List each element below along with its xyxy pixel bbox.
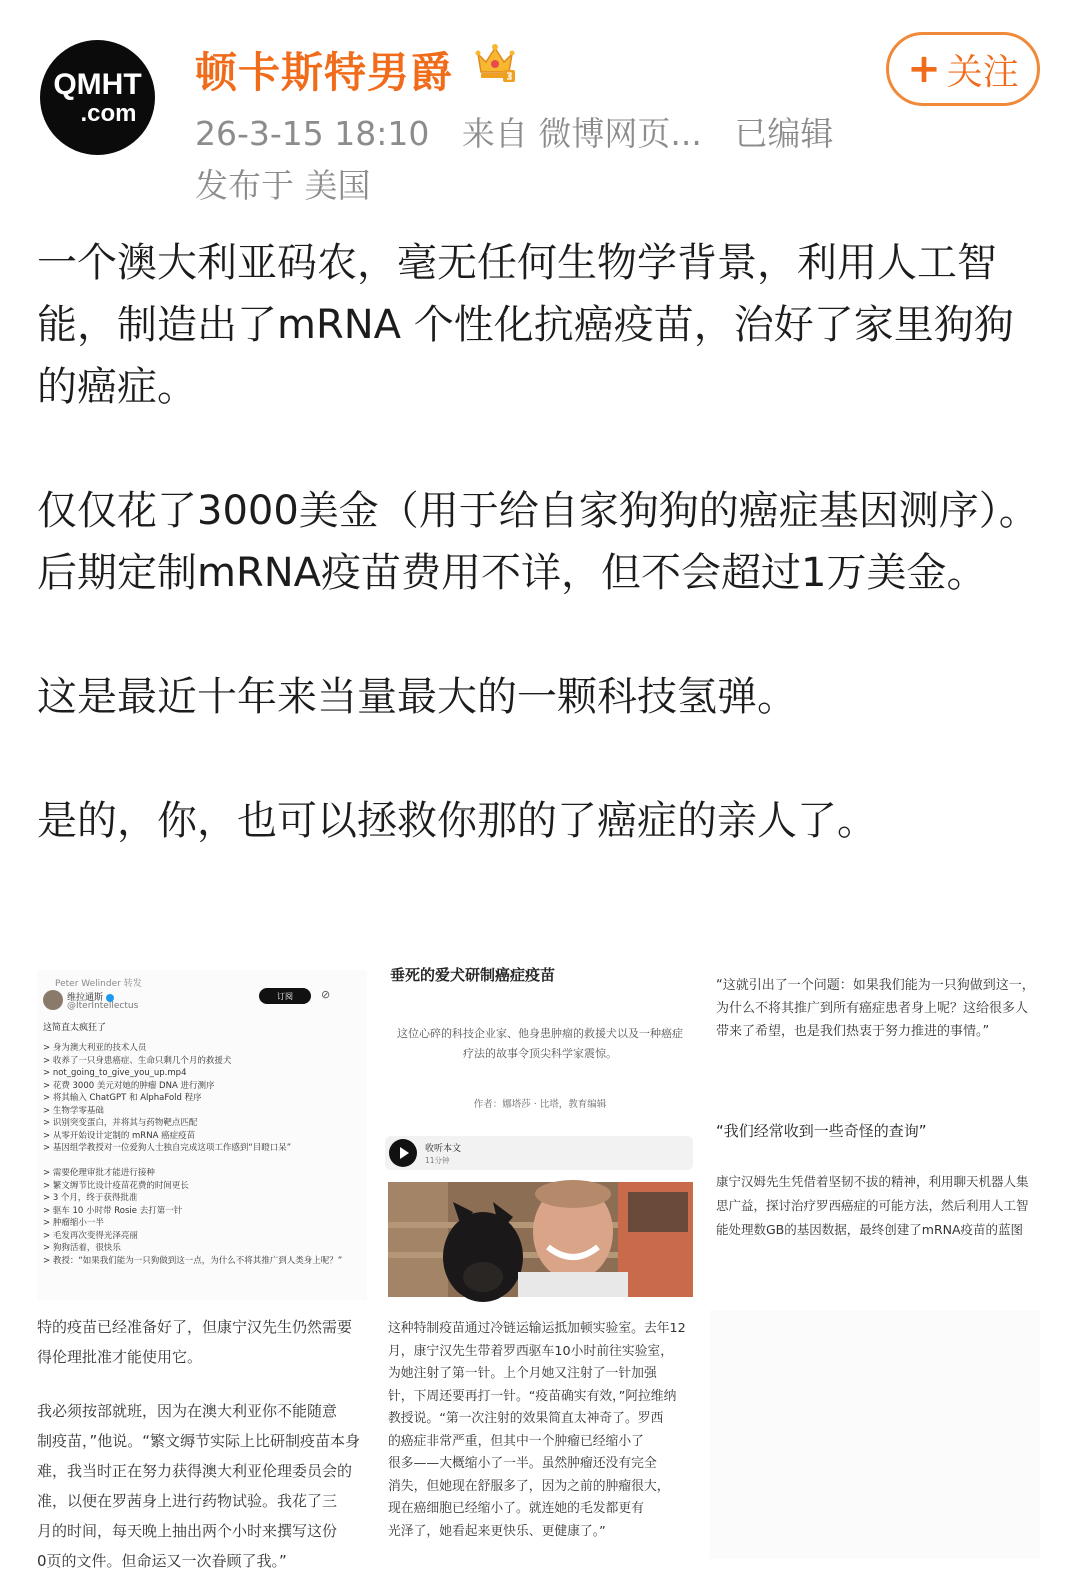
text-line: 制疫苗，”他说。“繁文缛节实际上比研制疫苗本身	[37, 1432, 361, 1450]
tweet-line: > 教授：“如果我们能为一只狗做到这一点，为什么不将其推广到人类身上呢？”	[43, 1255, 343, 1266]
quote-body: 康宁汉姆先生凭借着坚韧不拔的精神，利用聊天机器人集思广益，探讨治疗罗西癌症的可能方法，然后利用人工智能处理数GB的基因数据，最终创建了mRNA疫苗的蓝图	[716, 1174, 1029, 1237]
tweet-line: > not_going_to_give_you_up.mp4	[43, 1068, 187, 1078]
tweet-line: > 繁文缛节比设计疫苗花费的时间更长	[43, 1180, 189, 1191]
avatar-text-top: QMHT	[53, 67, 142, 101]
image-text-right[interactable]	[710, 1310, 1040, 1559]
listen-bar	[385, 1136, 693, 1170]
post-meta	[195, 108, 855, 155]
post-header	[0, 0, 1080, 215]
text-line: 光泽了，她看起来更快乐、更健康了。”	[388, 1523, 606, 1539]
tweet-line: > 识别突变蛋白，并将其与药物靶点匹配	[43, 1118, 198, 1128]
article-title: 垂死的爱犬研制癌症疫苗	[390, 966, 556, 984]
tweet-author: 维拉通斯	[67, 990, 114, 1003]
tweet-line: > 肿瘤缩小一半	[43, 1218, 104, 1228]
crown-icon	[472, 40, 518, 86]
image-tweet-screenshot[interactable]	[37, 970, 367, 1300]
plus-icon: +	[907, 46, 941, 92]
listen-duration: 11分钟	[425, 1156, 450, 1165]
follow-label: 关注	[946, 51, 1019, 93]
body-paragraph: 这是最近十年来当量最大的一颗科技氢弹。	[37, 674, 797, 720]
tweet-line: > 3 个月，终于获得批准	[43, 1193, 138, 1203]
post-location: 发布于 美国	[195, 166, 371, 205]
play-icon	[389, 1139, 417, 1167]
tweet-line: > 驱车 10 小时带 Rosie 去打第一针	[43, 1205, 183, 1216]
post-source[interactable]: 来自 微博网页...	[461, 114, 702, 153]
text-line: 难，我当时正在努力获得澳大利亚伦理委员会的	[37, 1462, 353, 1480]
quote-heading: “我们经常收到一些奇怪的查询”	[716, 1122, 927, 1140]
listen-label: 收听本文	[425, 1144, 462, 1154]
image-text-left[interactable]	[37, 1310, 367, 1570]
article-author: 作者：娜塔莎 · 比塔，教育编辑	[473, 1099, 607, 1110]
image-quote[interactable]	[710, 970, 1040, 1300]
tweet-line: > 花费 3000 美元对她的肿瘤 DNA 进行测序	[43, 1080, 215, 1091]
tweet-line: > 基因组学教授对一位爱狗人士独自完成这项工作感到“目瞪口呆”	[43, 1143, 292, 1153]
tweet-headline: 这简直太疯狂了	[43, 1023, 107, 1033]
tweet-line: > 从零开始设计定制的 mRNA 癌症疫苗	[43, 1130, 196, 1141]
body-paragraph: 后期定制mRNA疫苗费用不详，但不会超过1万美金。	[37, 550, 987, 596]
tweet-line: > 将其输入 ChatGPT 和 AlphaFold 程序	[43, 1093, 202, 1103]
text-line: 月，康宁汉先生带着罗西驱车10小时前往实验室，	[388, 1343, 674, 1359]
post-body	[37, 232, 1047, 852]
avatar-text-bottom: .com	[80, 99, 137, 127]
tweet-line: > 生物学零基础	[43, 1105, 104, 1116]
quote-text: “这就引出了一个问题：如果我们能为一只狗做到这一，为什么不将其推广到所有癌症患者身上呢？这给很多人带来了希望，也是我们热衷于努力推进的事情。”	[716, 978, 1035, 1039]
edited-label[interactable]: 已编辑	[734, 114, 834, 153]
text-line: 我必须按部就班，因为在澳大利亚你不能随意	[37, 1402, 338, 1420]
tweet-line: > 收养了一只身患癌症、生命只剩几个月的救援犬	[43, 1055, 232, 1066]
tweet-line: > 需要伦理审批才能进行接种	[43, 1168, 155, 1178]
text-line: 准，以便在罗茜身上进行药物试验。我花了三	[37, 1492, 338, 1510]
text-line: 的癌症非常严重，但其中一个肿瘤已经缩小了	[388, 1433, 644, 1449]
tweet-line: > 身为澳大利亚的技术人员	[43, 1043, 147, 1053]
tweet-avatar	[43, 990, 63, 1010]
follow-button[interactable]	[886, 32, 1040, 106]
dog-and-man-photo	[388, 1182, 693, 1297]
article-subtitle: 这位心碎的科技企业家、他身患肿瘤的救援犬以及一种癌症疗法的故事令顶尖科学家震惊。	[397, 1027, 683, 1060]
avatar[interactable]	[40, 40, 155, 155]
text-block-mid	[388, 1318, 693, 1543]
tweet-subscribe: 订阅	[259, 988, 311, 1004]
body-paragraph: 一个澳大利亚码农，毫无任何生物学背景，利用人工智能，制造出了mRNA 个性化抗癌疫苗，治好了家里狗狗的癌症。	[37, 240, 1014, 410]
text-line: 特的疫苗已经准备好了，但康宁汉先生仍然需要	[37, 1318, 353, 1336]
text-block-b	[37, 1396, 367, 1576]
text-line: 0页的文件。但命运又一次眷顾了我。”	[37, 1552, 287, 1570]
tweet-line: > 狗狗活着，很快乐	[43, 1243, 121, 1253]
text-line: 消失，但她现在舒服多了，因为之前的肿瘤很大，	[388, 1478, 670, 1494]
text-line: 现在癌细胞已经缩小了。就连她的毛发都更有	[388, 1501, 644, 1516]
author-name[interactable]: 顿卡斯特男爵	[195, 48, 454, 97]
text-line: 针，下周还要再打一针。“疫苗确实有效，”阿拉维纳	[388, 1388, 677, 1404]
retweet-label: Peter Welinder 转发	[55, 979, 142, 989]
text-line: 教授说。“第一次注射的效果简直太神奇了。罗西	[388, 1411, 664, 1426]
tweet-handle: @IterIntellectus	[67, 1001, 139, 1011]
text-line: 这种特制疫苗通过冷链运输运抵加顿实验室。去年12	[388, 1321, 686, 1336]
image-text-middle[interactable]	[385, 1310, 695, 1559]
text-line: 很多——大概缩小了一半。虽然肿瘤还没有完全	[388, 1456, 657, 1471]
tweet-lines	[43, 1042, 363, 1267]
grok-icon: ⊘	[321, 988, 331, 1001]
image-article-header[interactable]	[385, 960, 695, 1300]
text-block-a	[37, 1312, 367, 1372]
timestamp: 26-3-15 18:10	[195, 114, 430, 153]
body-paragraph: 是的，你，也可以拯救你那的了癌症的亲人了。	[37, 798, 877, 844]
text-line: 得伦理批准才能使用它。	[37, 1348, 203, 1366]
body-paragraph: 仅仅花了3000美金（用于给自家狗狗的癌症基因测序）。	[37, 488, 1039, 534]
tweet-line	[43, 1155, 363, 1168]
text-line: 月的时间，每天晚上抽出两个小时来撰写这份	[37, 1522, 338, 1540]
text-line: 为她注射了第一针。上个月她又注射了一针加强	[388, 1366, 657, 1381]
tweet-line: > 毛发再次变得光泽亮丽	[43, 1230, 138, 1241]
